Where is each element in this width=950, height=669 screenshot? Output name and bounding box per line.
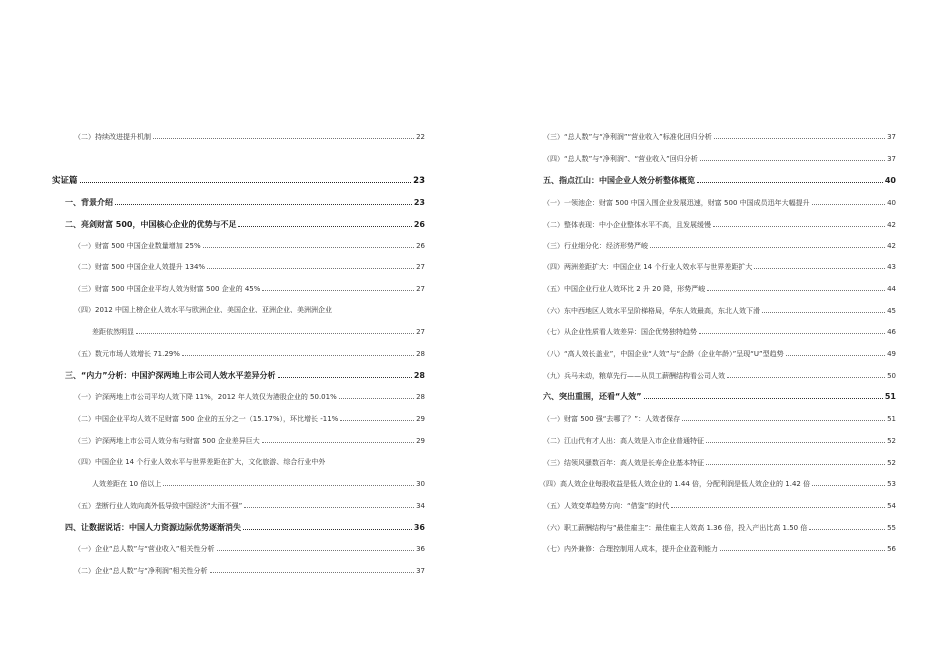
dot-leader xyxy=(714,129,885,139)
toc-entry xyxy=(543,346,896,360)
dot-leader xyxy=(697,173,883,183)
toc-entry-label: （四）中国企业 14 个行业人效水平与世界差距在扩大，文化旅游、综合行业中外 xyxy=(74,458,326,466)
dot-leader xyxy=(706,433,885,443)
toc-entry-label: （四）高人效企业每股收益是低人效企业的 1.44 倍，分配利润是低人效企业的 1.42 倍 xyxy=(539,480,811,488)
toc-entry xyxy=(543,455,896,469)
dot-leader xyxy=(217,541,415,551)
toc-entry-page: 34 xyxy=(416,502,425,510)
toc-entry-label: （三）结领风骚数百年：高人效是长寿企业基本特征 xyxy=(543,459,704,467)
toc-entry-label: （七）内外兼修：合理控制用人成本，提升企业盈利能力 xyxy=(543,545,718,553)
toc-entry-label: 人效差距在 10 倍以上 xyxy=(92,480,162,488)
dot-leader xyxy=(207,259,414,269)
toc-entry-page: 49 xyxy=(887,350,896,358)
toc-entry-page: 56 xyxy=(887,545,896,553)
toc-entry-page: 40 xyxy=(884,176,896,185)
toc-entry-page: 23 xyxy=(413,176,425,186)
toc-entry-label: （五）垄断行业人效向高外低导致中国经济“大而不强” xyxy=(74,502,243,510)
toc-entry xyxy=(543,541,896,555)
toc-entry-label: （二）江山代有才人出：高人效是入市企业普通特征 xyxy=(543,437,704,445)
toc-entry-label: 三、“内力”分析：中国沪深两地上市公司人效水平差异分析 xyxy=(65,371,276,380)
toc-entry xyxy=(52,259,425,273)
toc-entry xyxy=(52,433,425,447)
toc-entry-page: 44 xyxy=(887,285,896,293)
toc-entry-page: 51 xyxy=(887,415,896,423)
dot-leader xyxy=(644,389,883,399)
toc-entry-page: 46 xyxy=(887,328,896,336)
toc-entry-label: （六）职工薪酬结构与“最佳雇主”：最佳雇主人效高 1.36 倍，投入产出比高 1.50 倍 xyxy=(543,524,808,532)
toc-entry-label: 六、突出重围，还看“人效” xyxy=(543,392,642,401)
toc-entry-page: 42 xyxy=(887,221,896,229)
toc-entry xyxy=(543,303,896,317)
toc-entry-label: （九）兵马未动，粮草先行——从员工薪酬结构看公司人效 xyxy=(543,372,725,380)
toc-entry-label: （二）财富 500 中国企业人效提升 134% xyxy=(74,263,206,271)
toc-entry xyxy=(543,498,896,512)
dot-leader xyxy=(812,476,885,486)
toc-chapter xyxy=(543,173,896,187)
toc-entry-page: 52 xyxy=(887,459,896,467)
toc-entry xyxy=(543,195,896,209)
toc-entry-label: （一）财富 500 中国企业数量增加 25% xyxy=(74,242,201,250)
dot-leader xyxy=(809,520,885,530)
toc-entry-page: 28 xyxy=(416,350,425,358)
toc-entry-page: 22 xyxy=(416,133,425,141)
toc-entry-label: （三）“总人数”与“净利润”“营业收入”标准化回归分析 xyxy=(543,133,712,141)
dot-leader xyxy=(786,346,885,356)
dot-leader xyxy=(278,368,412,378)
toc-entry-label: （五）中国企业行业人效环比 2 升 20 降，形势严峻 xyxy=(543,285,706,293)
toc-entry-page: 27 xyxy=(416,263,425,271)
dot-leader xyxy=(182,346,414,356)
toc-entry-label: （五）人效变革趋势方向：“借鉴”的时代 xyxy=(543,502,670,510)
dot-leader xyxy=(682,411,885,421)
toc-entry-page: 26 xyxy=(416,242,425,250)
dot-leader xyxy=(727,368,885,378)
toc-entry-page: 29 xyxy=(416,415,425,423)
toc-entry xyxy=(52,498,425,512)
toc-entry-page: 29 xyxy=(416,437,425,445)
toc-entry-page: 51 xyxy=(884,392,896,401)
dot-leader xyxy=(650,238,885,248)
dot-leader xyxy=(327,455,423,464)
toc-entry-page: 28 xyxy=(413,371,425,380)
toc-entry-label: （六）东中西地区人效水平呈阶梯格局，华东人效最高，东北人效下滑 xyxy=(543,307,760,315)
toc-entry-page: 54 xyxy=(887,502,896,510)
toc-chapter xyxy=(52,520,425,534)
toc-entry-label: 五、指点江山：中国企业人效分析整体概览 xyxy=(543,176,695,185)
dot-leader xyxy=(238,217,411,227)
toc-entry-label: （三）沪深两地上市公司人效分布与财富 500 企业差异巨大 xyxy=(74,437,260,445)
dot-leader xyxy=(210,563,415,573)
toc-entry-page: 30 xyxy=(416,480,425,488)
dot-leader xyxy=(153,129,414,139)
dot-leader xyxy=(699,324,885,334)
toc-entry-page: 37 xyxy=(416,567,425,575)
toc-entry xyxy=(52,346,425,360)
toc-entry-label: 四、让数据说话：中国人力资源边际优势逐渐消失 xyxy=(65,523,241,532)
dot-leader xyxy=(339,389,414,399)
toc-entry-page: 53 xyxy=(887,480,896,488)
toc-entry xyxy=(543,324,896,338)
toc-entry-label: 差距依然明显 xyxy=(92,328,134,336)
toc-entry-label: 二、亮剑财富 500，中国核心企业的优势与不足 xyxy=(65,220,237,229)
toc-entry-label: （四）2012 中国上榜企业人效水平与欧洲企业、美国企业、亚洲企业、美洲洲企业 xyxy=(74,306,333,314)
dot-leader xyxy=(243,520,412,530)
toc-entry-label: （四）“总人数”与“净利润”、“营业收入”回归分析 xyxy=(543,155,698,163)
toc-entry-label: （一）财富 500 强“去哪了？”：人效者保存 xyxy=(543,415,681,423)
dot-leader xyxy=(136,324,414,334)
toc-entry-label: （一）一领池企：财富 500 中国入围企业发展迅速，财富 500 中国成员迅年大幅提升 xyxy=(543,199,810,207)
toc-entry-page: 50 xyxy=(887,372,896,380)
dot-leader xyxy=(262,281,414,291)
dot-leader xyxy=(671,498,885,508)
toc-chapter xyxy=(543,389,896,403)
toc-entry-label: （二）持续改进提升机制 xyxy=(74,133,151,141)
toc-entry xyxy=(543,411,896,425)
toc-entry xyxy=(543,238,896,252)
toc-section-heading xyxy=(52,173,425,187)
toc-entry-page: 37 xyxy=(887,155,896,163)
dot-leader xyxy=(754,259,885,269)
dot-leader xyxy=(244,498,414,508)
toc-entry-page: 37 xyxy=(887,133,896,141)
dot-leader xyxy=(262,433,414,443)
toc-entry-page: 40 xyxy=(887,199,896,207)
toc-entry-page: 36 xyxy=(416,545,425,553)
toc-entry xyxy=(52,389,425,403)
toc-entry xyxy=(543,259,896,273)
toc-entry xyxy=(52,455,425,469)
toc-entry xyxy=(543,151,896,165)
toc-entry xyxy=(539,476,896,490)
toc-entry xyxy=(52,563,425,577)
toc-entry-page: 27 xyxy=(416,328,425,336)
dot-leader xyxy=(762,303,885,313)
toc-entry-page: 42 xyxy=(887,242,896,250)
toc-entry xyxy=(52,238,425,252)
toc-entry-continuation xyxy=(52,476,425,490)
toc-chapter xyxy=(52,195,425,209)
dot-leader xyxy=(700,151,885,161)
toc-entry-label: （三）财富 500 中国企业平均人效为财富 500 企业的 45% xyxy=(74,285,261,293)
toc-entry xyxy=(52,411,425,425)
toc-entry-label: 一、背景介绍 xyxy=(65,198,113,207)
toc-entry-page: 45 xyxy=(887,307,896,315)
dot-leader xyxy=(720,541,885,551)
toc-entry-page: 55 xyxy=(887,524,896,532)
toc-entry-page: 27 xyxy=(416,285,425,293)
toc-entry xyxy=(543,433,896,447)
dot-leader xyxy=(115,195,412,205)
toc-entry-page: 26 xyxy=(413,220,425,229)
toc-entry-label: （一）沪深两地上市公司平均人效下降 11%，2012 年人效仅为港股企业的 50.01% xyxy=(74,393,337,401)
toc-entry-page: 23 xyxy=(413,198,425,207)
toc-entry xyxy=(543,368,896,382)
dot-leader xyxy=(334,303,423,312)
dot-leader xyxy=(80,173,412,183)
dot-leader xyxy=(203,238,414,248)
toc-entry-label: （七）从企业性质看人效差异：国企优势独特趋势 xyxy=(543,328,697,336)
toc-entry-continuation xyxy=(52,324,425,338)
toc-entry xyxy=(543,520,896,534)
dot-leader xyxy=(707,281,885,291)
toc-entry-label: （五）数元市场人效增长 71.29% xyxy=(74,350,180,358)
toc-entry-label: （二）企业“总人数”与“净利润”相关性分析 xyxy=(74,567,208,575)
toc-chapter xyxy=(52,368,425,382)
toc-entry xyxy=(543,281,896,295)
dot-leader xyxy=(340,411,414,421)
toc-entry xyxy=(52,303,425,317)
toc-entry xyxy=(52,541,425,555)
toc-entry-page: 52 xyxy=(887,437,896,445)
toc-entry xyxy=(52,129,425,143)
toc-entry-page: 28 xyxy=(416,393,425,401)
toc-entry xyxy=(543,129,896,143)
toc-entry-label: （二）整体表现：中小企业整体水平不高，且发展缓慢 xyxy=(543,221,711,229)
toc-entry-label: （三）行业细分化：经济形势严峻 xyxy=(543,242,648,250)
toc-entry xyxy=(52,281,425,295)
dot-leader xyxy=(163,476,414,486)
toc-entry-label: （一）企业“总人数”与“营业收入”相关性分析 xyxy=(74,545,215,553)
dot-leader xyxy=(812,195,885,205)
toc-entry-label: （四）两洲差距扩大：中国企业 14 个行业人效水平与世界差距扩大 xyxy=(543,263,753,271)
toc-entry-label: （八）“高人效长盖业”，中国企业“人效”与“企龄（企业年龄）”呈现“U”型趋势 xyxy=(543,350,784,358)
toc-entry xyxy=(543,217,896,231)
dot-leader xyxy=(713,217,885,227)
toc-entry-label: （二）中国企业平均人效不足财富 500 企业的五分之一（15.17%），环比增长 -11% xyxy=(74,415,339,423)
toc-entry-page: 36 xyxy=(413,523,425,532)
dot-leader xyxy=(706,455,885,465)
toc-entry-page: 43 xyxy=(887,263,896,271)
toc-chapter xyxy=(52,217,425,231)
toc-entry-label: 实证篇 xyxy=(52,176,78,186)
